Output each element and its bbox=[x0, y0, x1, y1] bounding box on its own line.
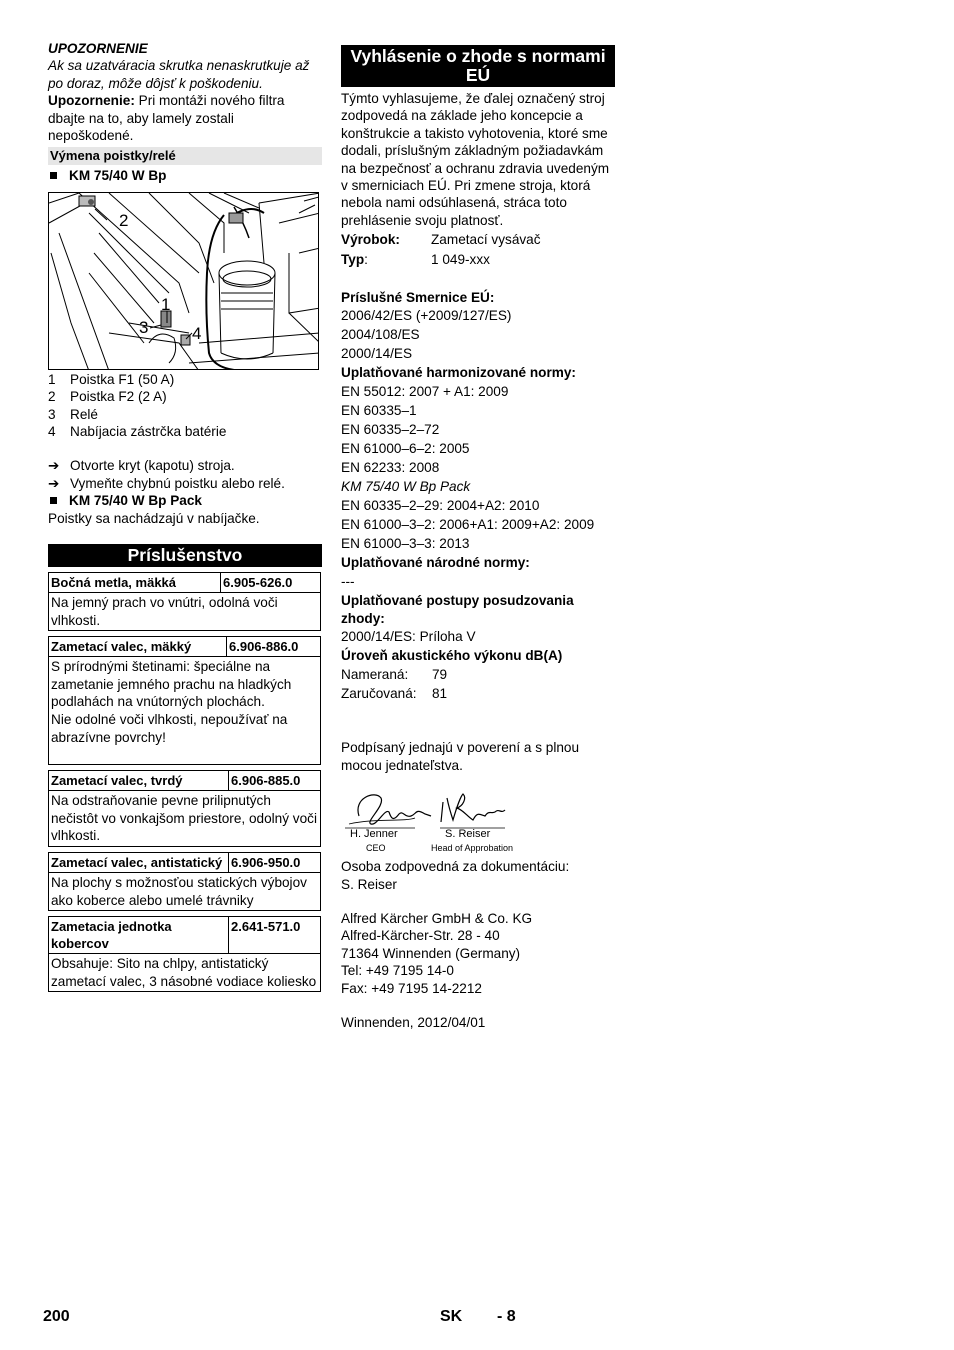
model2-text: Poistky sa nachádzajú v nabíjačke. bbox=[48, 510, 260, 526]
company-line: Tel: +49 7195 14-0 bbox=[341, 963, 454, 979]
product-label: Výrobok: bbox=[341, 232, 400, 248]
warning-heading: UPOZORNENIE bbox=[48, 41, 148, 56]
legend-item: 4 Nabíjacia zástrčka batérie bbox=[48, 424, 227, 440]
doc-person: S. Reiser bbox=[341, 876, 397, 892]
accessory-description: Na odstraňovanie pevne prilipnutých nečistôt vo vonkajšom priestore, odolný voči vlhkosti. bbox=[51, 793, 317, 844]
accessory-description: Obsahuje: Sito na chlpy, antistatický zametací valec, 3 násobné vodiace koliesko bbox=[51, 956, 317, 989]
accessory-name: Zametacia jednotka kobercov bbox=[49, 917, 229, 953]
measured-label: Nameraná: bbox=[341, 667, 409, 683]
signatures bbox=[341, 788, 616, 852]
measured-row bbox=[341, 665, 616, 684]
note-paragraph bbox=[48, 92, 322, 144]
pack-norm-item: EN 61000–3–2: 2006+A1: 2009+A2: 2009 bbox=[341, 517, 595, 533]
arrow-right-icon: ➔ bbox=[48, 475, 60, 491]
pack-norm-item: EN 61000–3–3: 2013 bbox=[341, 536, 470, 552]
type-row bbox=[341, 251, 616, 268]
guaranteed-label: Zaručovaná: bbox=[341, 686, 417, 702]
warning-text: Ak sa uzatváracia skrutka nenaskrutkuje až po doraz, môže dôjsť k poškodeniu. bbox=[48, 58, 310, 91]
legend-item: 3 Relé bbox=[48, 406, 98, 422]
directive-item: 2006/42/ES (+2009/127/ES) bbox=[341, 308, 512, 324]
national-heading: Uplatňované národné normy: bbox=[341, 555, 530, 571]
harmonized-item: EN 60335–1 bbox=[341, 403, 417, 419]
measured-value: 79 bbox=[432, 667, 448, 683]
guaranteed-row bbox=[341, 684, 616, 703]
company-line: Alfred Kärcher GmbH & Co. KG bbox=[341, 910, 533, 926]
accessory-name: Zametací valec, antistatický bbox=[49, 853, 229, 872]
legend-item: 1 Poistka F1 (50 A) bbox=[48, 371, 175, 387]
figure-legend bbox=[48, 371, 322, 441]
place-date: Winnenden, 2012/04/01 bbox=[341, 1014, 486, 1030]
step-item: ➔ Vymeňte chybnú poistku alebo relé. bbox=[48, 475, 285, 491]
directive-item: 2000/14/ES bbox=[341, 346, 413, 362]
harmonized-item: EN 60335–2–72 bbox=[341, 422, 440, 438]
accessory-part-number: 6.906-950.0 bbox=[231, 855, 301, 871]
model-heading-2: KM 75/40 W Bp Pack bbox=[48, 492, 322, 509]
accessory-item bbox=[48, 636, 321, 765]
accessory-description: Na jemný prach vo vnútri, odolná voči vlhkosti. bbox=[51, 595, 278, 628]
signatory-1-role: CEO bbox=[366, 843, 386, 854]
pack-label: KM 75/40 W Bp Pack bbox=[341, 479, 471, 495]
noise-heading: Úroveň akustického výkonu dB(A) bbox=[341, 648, 563, 664]
company-line: 71364 Winnenden (Germany) bbox=[341, 945, 521, 961]
doc-person-label: Osoba zodpovedná za dokumentáciu: bbox=[341, 859, 570, 875]
product-row bbox=[341, 231, 616, 248]
signatory-1-name: H. Jenner bbox=[350, 828, 398, 841]
declaration-intro: Týmto vyhlasujeme, že ďalej označený stroj zodpovedá na základe jeho koncepcie a konštrukcie a takisto vyhotovenia, ktoré sme dodali, príslušným základným požiadavkám na bezpečnosť a ochranu zdravia uvedeným v smerniciach EÚ. Pri zmene stroja, ktorá nebola nami odsúhlasená, stráca toto prehlásenie svoju platnosť. bbox=[341, 91, 610, 228]
figure-callout-1: 1 bbox=[161, 294, 171, 314]
step-item: ➔ Otvorte kryt (kapotu) stroja. bbox=[48, 458, 235, 474]
fuse-heading: Výmena poistky/relé bbox=[48, 147, 322, 165]
accessory-part-number: 6.906-886.0 bbox=[229, 639, 299, 655]
harmonized-item: EN 62233: 2008 bbox=[341, 460, 440, 476]
figure-callout-2: 2 bbox=[119, 210, 129, 230]
national-value: --- bbox=[341, 574, 355, 590]
accessory-part-number: 2.641-571.0 bbox=[231, 919, 301, 935]
procedures-value: 2000/14/ES: Príloha V bbox=[341, 629, 476, 645]
bullet-square-icon bbox=[50, 497, 57, 504]
accessory-description: Na plochy s možnosťou statických výbojov ako koberce alebo umelé trávniky bbox=[51, 875, 307, 908]
signed-text: Podpísaný jednajú v poverení a s plnou mocou jednateľstva. bbox=[341, 740, 580, 773]
note-label: Upozornenie: bbox=[48, 93, 135, 109]
note-text: Pri montáži nového filtra dbajte na to, aby lamely zostali nepoškodené. bbox=[48, 93, 285, 144]
accessory-item bbox=[48, 916, 321, 992]
accessory-name: Zametací valec, tvrdý bbox=[49, 771, 229, 790]
accessory-part-number: 6.905-626.0 bbox=[223, 575, 293, 591]
accessory-part-number: 6.906-885.0 bbox=[231, 773, 301, 789]
accessory-item bbox=[48, 770, 321, 847]
right-column bbox=[341, 45, 616, 1031]
fuse-relay-figure bbox=[48, 192, 319, 370]
page-number: 200 bbox=[43, 1308, 70, 1325]
guaranteed-value: 81 bbox=[432, 686, 448, 702]
procedures-heading: Uplatňované postupy posudzovania zhody: bbox=[341, 593, 574, 626]
harmonized-item: EN 55012: 2007 + A1: 2009 bbox=[341, 384, 509, 400]
sub-page-number: - 8 bbox=[497, 1308, 516, 1325]
accessory-description: S prírodnými štetinami: špeciálne na zametanie jemného prachu na hladkých podlahách na vnútorných plochách. Nie odolné voči vlhkosti, nepoužívať na abrazívne povrchy! bbox=[51, 659, 292, 745]
accessory-name: Zametací valec, mäkký bbox=[49, 637, 227, 656]
company-line: Alfred-Kärcher-Str. 28 - 40 bbox=[341, 928, 500, 944]
declaration-title: Vyhlásenie o zhode s normami EÚ bbox=[341, 45, 615, 87]
directives-heading: Príslušné Smernice EÚ: bbox=[341, 290, 495, 306]
model-heading-1 bbox=[48, 167, 322, 184]
directive-item: 2004/108/ES bbox=[341, 327, 420, 343]
harmonized-item: EN 61000–6–2: 2005 bbox=[341, 441, 470, 457]
signatory-2-role: Head of Approbation bbox=[431, 843, 514, 854]
accessory-name: Bočná metla, mäkká bbox=[49, 573, 221, 592]
bullet-square-icon bbox=[50, 172, 57, 179]
signatory-2-name: S. Reiser bbox=[445, 828, 491, 841]
type-label: Typ bbox=[341, 251, 365, 267]
type-value: 1 049-xxx bbox=[431, 251, 490, 267]
legend-item: 2 Poistka F2 (2 A) bbox=[48, 389, 167, 405]
arrow-right-icon: ➔ bbox=[48, 458, 60, 474]
accessory-item bbox=[48, 572, 321, 631]
accessory-item bbox=[48, 852, 321, 911]
company-line: Fax: +49 7195 14-2212 bbox=[341, 980, 482, 996]
pack-norm-item: EN 60335–2–29: 2004+A2: 2010 bbox=[341, 498, 540, 514]
accessories-title: Príslušenstvo bbox=[48, 544, 322, 567]
figure-callout-4: 4 bbox=[192, 323, 202, 343]
language-code: SK bbox=[440, 1308, 463, 1325]
type-colon: : bbox=[364, 251, 368, 267]
harmonized-heading: Uplatňované harmonizované normy: bbox=[341, 365, 576, 381]
left-column bbox=[48, 40, 322, 992]
model1-label: KM 75/40 W Bp bbox=[69, 168, 167, 184]
product-value: Zametací vysávač bbox=[431, 232, 541, 248]
fuse-relay-illustration bbox=[49, 193, 319, 370]
figure-callout-3: 3 bbox=[139, 317, 149, 337]
